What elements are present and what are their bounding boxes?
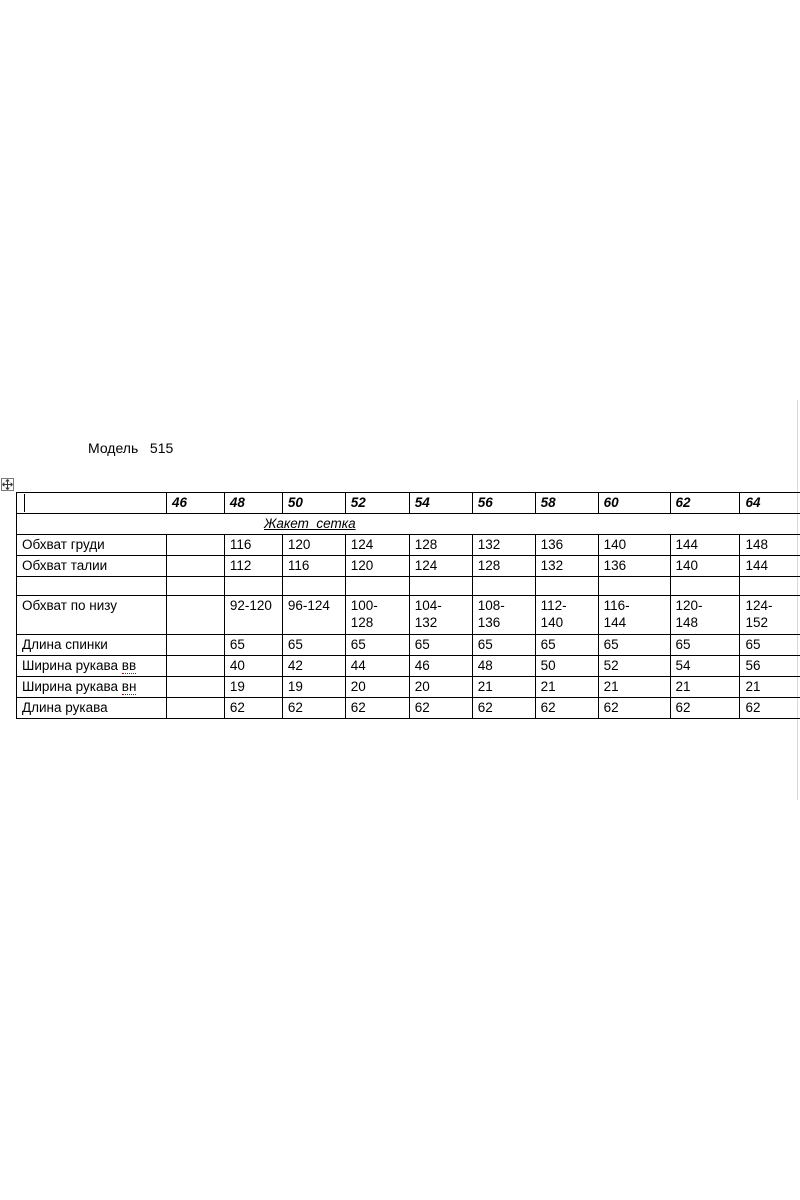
measurement-row [17, 596, 800, 635]
measurement-value: 100- 128 [345, 596, 409, 635]
size-header-cell: 52 [345, 493, 409, 514]
caption-cell [17, 514, 800, 535]
measurement-value: 54 [670, 656, 740, 677]
measurement-value: 21 [535, 677, 598, 698]
measurement-value: 21 [472, 677, 535, 698]
measurement-value: 46 [409, 656, 472, 677]
move-cross-icon[interactable] [1, 478, 14, 491]
size-header-cell: 60 [598, 493, 670, 514]
measurement-label-text: Ширина рукава [22, 658, 122, 673]
measurement-value: 62 [535, 698, 598, 719]
size-header-cell: 64 [740, 493, 800, 514]
measurement-label: Обхват по низу [17, 596, 167, 635]
measurement-label [17, 677, 167, 698]
measurement-value: 19 [282, 677, 345, 698]
model-title: Модель 515 [88, 440, 174, 456]
measurement-value: 65 [670, 635, 740, 656]
measurement-value: 65 [345, 635, 409, 656]
measurement-value: 62 [598, 698, 670, 719]
measurement-value [224, 577, 282, 596]
measurement-label: Длина спинки [17, 635, 167, 656]
measurement-label: Длина рукава [17, 698, 167, 719]
measurement-value: 65 [224, 635, 282, 656]
measurement-value: 52 [598, 656, 670, 677]
measurement-row [17, 535, 800, 556]
measurement-label-text: Ширина рукава [22, 679, 122, 694]
measurement-row [17, 577, 800, 596]
measurement-value: 65 [472, 635, 535, 656]
measurement-value: 50 [535, 656, 598, 677]
measurement-value [598, 577, 670, 596]
measurement-row [17, 698, 800, 719]
measurement-value: 144 [670, 535, 740, 556]
measurement-value: 116 [282, 556, 345, 577]
measurement-value: 132 [535, 556, 598, 577]
measurement-value: 124 [409, 556, 472, 577]
measurement-value: 92-120 [224, 596, 282, 635]
corner-cell [17, 493, 167, 514]
measurement-value: 48 [472, 656, 535, 677]
measurement-rows [17, 535, 800, 719]
measurement-value: 128 [472, 556, 535, 577]
measurement-value [409, 577, 472, 596]
measurement-value [166, 556, 224, 577]
measurement-value: 62 [740, 698, 800, 719]
measurement-value: 65 [740, 635, 800, 656]
measurement-value: 112- 140 [535, 596, 598, 635]
measurement-value: 128 [409, 535, 472, 556]
caption-row [17, 514, 800, 535]
measurement-value: 62 [472, 698, 535, 719]
measurement-value [282, 577, 345, 596]
measurement-value [166, 698, 224, 719]
size-header-cell: 54 [409, 493, 472, 514]
measurement-value [166, 656, 224, 677]
measurement-value: 65 [409, 635, 472, 656]
measurement-value: 40 [224, 656, 282, 677]
measurement-value: 62 [282, 698, 345, 719]
size-header-cell: 56 [472, 493, 535, 514]
measurement-value: 44 [345, 656, 409, 677]
measurement-value [740, 577, 800, 596]
measurement-value: 104- 132 [409, 596, 472, 635]
measurement-value: 120 [345, 556, 409, 577]
measurement-value: 108- 136 [472, 596, 535, 635]
measurement-row [17, 656, 800, 677]
measurement-value: 120 [282, 535, 345, 556]
measurement-value: 19 [224, 677, 282, 698]
measurement-value: 65 [535, 635, 598, 656]
measurement-value: 124 [345, 535, 409, 556]
size-header-row [17, 493, 800, 514]
measurement-value: 124- 152 [740, 596, 800, 635]
measurement-value [166, 635, 224, 656]
measurement-value [535, 577, 598, 596]
measurement-value: 120- 148 [670, 596, 740, 635]
measurement-label [17, 656, 167, 677]
measurement-value: 20 [409, 677, 472, 698]
measurement-value: 140 [670, 556, 740, 577]
measurement-value: 62 [409, 698, 472, 719]
measurement-value [345, 577, 409, 596]
measurement-row [17, 677, 800, 698]
measurement-value: 56 [740, 656, 800, 677]
measurement-value [472, 577, 535, 596]
measurement-value: 116- 144 [598, 596, 670, 635]
measurement-value: 42 [282, 656, 345, 677]
size-header-cell: 58 [535, 493, 598, 514]
measurement-value: 136 [535, 535, 598, 556]
measurement-value: 112 [224, 556, 282, 577]
measurement-label [17, 577, 167, 596]
size-header-cell: 48 [224, 493, 282, 514]
measurement-value: 65 [282, 635, 345, 656]
measurement-value [166, 535, 224, 556]
size-header-cell: 62 [670, 493, 740, 514]
measurement-value: 21 [740, 677, 800, 698]
measurement-value: 132 [472, 535, 535, 556]
size-header-cell: 50 [282, 493, 345, 514]
measurement-value: 96-124 [282, 596, 345, 635]
measurement-value: 21 [670, 677, 740, 698]
measurement-value [166, 677, 224, 698]
garment-caption: Жакет сетка [264, 516, 356, 531]
size-chart-table [16, 492, 800, 719]
measurement-value: 62 [670, 698, 740, 719]
measurement-row [17, 556, 800, 577]
measurement-value: 65 [598, 635, 670, 656]
measurement-value: 116 [224, 535, 282, 556]
measurement-value: 62 [224, 698, 282, 719]
size-header-cell: 46 [166, 493, 224, 514]
measurement-label-abbrev: вв [121, 658, 137, 673]
measurement-value: 144 [740, 556, 800, 577]
measurement-label-abbrev: вн [121, 679, 137, 694]
measurement-value: 136 [598, 556, 670, 577]
measurement-value: 21 [598, 677, 670, 698]
measurement-value [166, 596, 224, 635]
measurement-row [17, 635, 800, 656]
measurement-value: 62 [345, 698, 409, 719]
measurement-value: 140 [598, 535, 670, 556]
measurement-label: Обхват груди [17, 535, 167, 556]
measurement-value: 20 [345, 677, 409, 698]
measurement-value [670, 577, 740, 596]
measurement-value [166, 577, 224, 596]
measurement-label: Обхват талии [17, 556, 167, 577]
measurement-value: 148 [740, 535, 800, 556]
